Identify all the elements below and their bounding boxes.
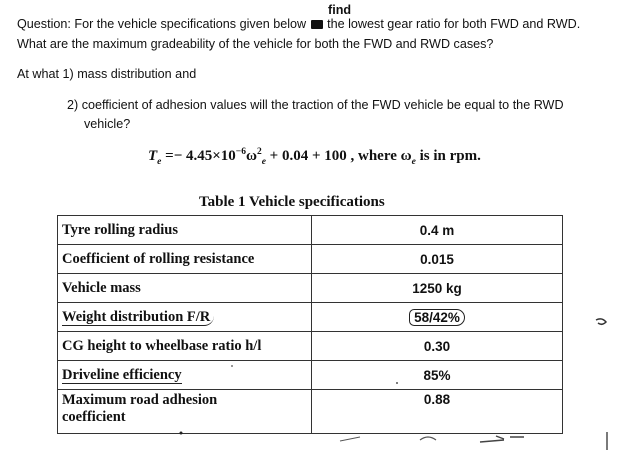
value-cell: 0.88	[312, 390, 563, 434]
torque-equation	[148, 148, 481, 165]
eq-omega-sup: 2	[256, 147, 262, 157]
pen-mark	[596, 319, 606, 324]
param-cell	[58, 303, 312, 332]
param-cell: Coefficient of rolling resistance	[58, 245, 312, 274]
pen-mark	[480, 436, 524, 442]
question-line-3: At what 1) mass distribution and	[17, 67, 197, 81]
value-cell: 0.30	[312, 332, 563, 361]
value-cell: 0.4 m	[312, 216, 563, 245]
vehicle-spec-table	[57, 215, 563, 434]
param-cell: Tyre rolling radius	[58, 216, 312, 245]
pen-mark	[420, 437, 436, 440]
table-row	[58, 274, 563, 303]
question-line-1	[17, 17, 580, 31]
circled-value: 58/42%	[409, 309, 465, 326]
circled-param: Weight distribution F/R	[62, 309, 214, 326]
question-line-2: What are the maximum gradeability of the vehicle for both the FWD and RWD cases?	[17, 37, 494, 51]
param-cell	[58, 390, 312, 434]
param-cell	[58, 361, 312, 390]
eq-omega: ω	[245, 148, 257, 164]
question-line-4: 2) coefficient of adhesion values will the traction of the FWD vehicle be equal to the RWD	[67, 98, 564, 112]
table-row	[58, 303, 563, 332]
table-row	[58, 332, 563, 361]
underlined-param: Driveline efficiency	[62, 366, 182, 383]
table-row	[58, 245, 563, 274]
value-cell	[312, 303, 563, 332]
eq-coef: =− 4.45×10	[161, 148, 236, 164]
eq-omega-sub: e	[261, 157, 266, 167]
eq-tail: is in rpm.	[415, 148, 481, 164]
param-cell: Vehicle mass	[58, 274, 312, 303]
scribble-mark	[311, 20, 323, 29]
eq-omega2-sub: e	[411, 157, 416, 167]
param-line-1: Maximum road adhesion	[62, 392, 218, 408]
table-row	[58, 390, 563, 434]
handwritten-annotation-find: find	[328, 3, 352, 17]
table-title: Table 1 Vehicle specifications	[199, 194, 385, 210]
value-cell: 0.015	[312, 245, 563, 274]
question-line-1a: Question: For the vehicle specifications given below	[17, 17, 307, 31]
param-line-2: coefficient	[62, 409, 126, 425]
table-row	[58, 361, 563, 390]
pen-mark	[340, 437, 360, 441]
value-cell: 85%	[312, 361, 563, 390]
eq-omega2: ω	[400, 148, 412, 164]
eq-lhs: T	[148, 148, 158, 164]
param-cell: CG height to wheelbase ratio h/l	[58, 332, 312, 361]
question-line-1b: the lowest gear ratio for both FWD and RWD.	[327, 17, 581, 31]
eq-rest: + 0.04 + 100 , where	[265, 148, 401, 164]
eq-lhs-sub: e	[157, 157, 162, 167]
table-row	[58, 216, 563, 245]
question-line-5: vehicle?	[84, 117, 131, 131]
eq-exp: −6	[235, 147, 246, 157]
value-cell: 1250 kg	[312, 274, 563, 303]
